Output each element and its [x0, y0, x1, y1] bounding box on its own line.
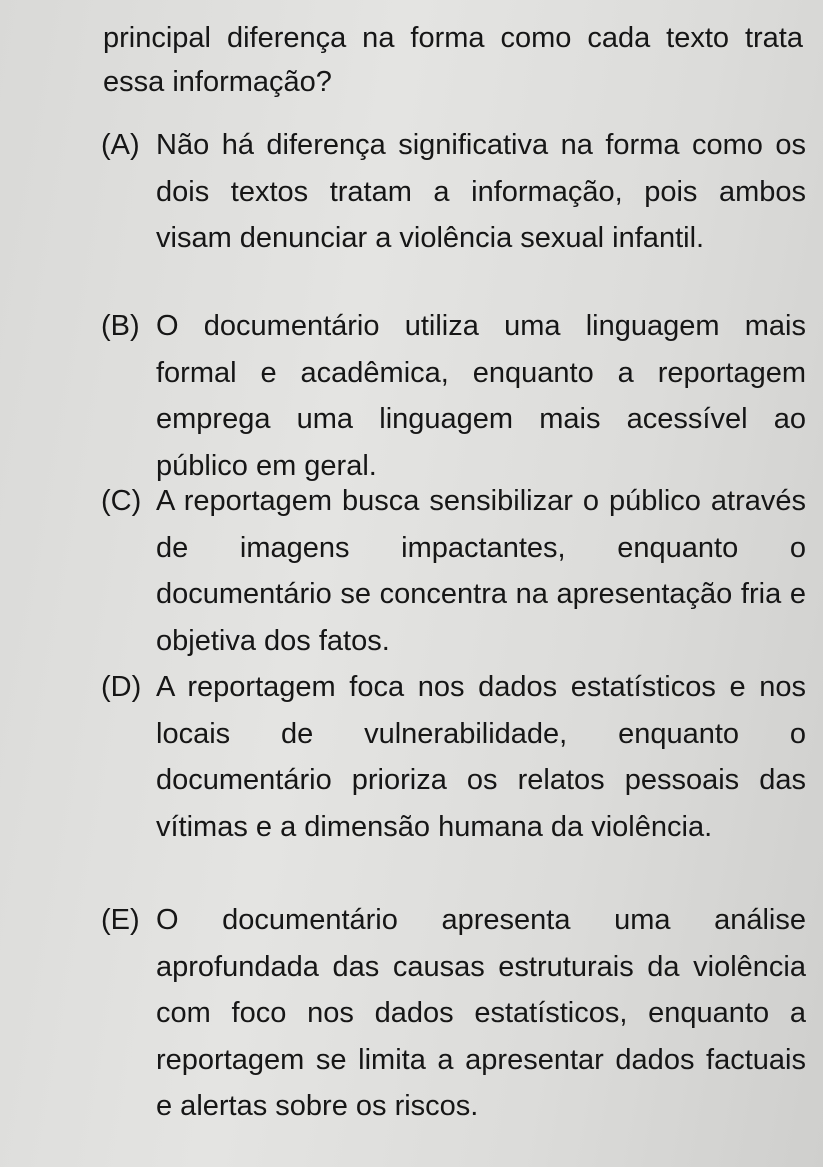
- option-b-letter: (B): [101, 310, 140, 342]
- option-e-text: O documentário apresenta uma análise aprofundada das causas estruturais da violência com foco nos dados estatísticos, enquanto a reportagem se limita a apresentar dados factuais e alertas sobre os riscos.: [156, 904, 806, 1122]
- option-e: [101, 897, 806, 1130]
- option-d: [101, 664, 806, 850]
- option-b: [101, 303, 806, 489]
- option-a-text: Não há diferença significativa na forma como os dois textos tratam a informação, pois ambos visam denunciar a violência sexual infantil.: [156, 129, 806, 254]
- option-c-letter: (C): [101, 485, 142, 517]
- option-a-letter: (A): [101, 129, 140, 161]
- option-b-text: O documentário utiliza uma linguagem mais formal e acadêmica, enquanto a reportagem emprega uma linguagem mais acessível ao público em geral.: [156, 310, 806, 482]
- option-e-letter: (E): [101, 904, 140, 936]
- question-stem: principal diferença na forma como cada texto trata essa informação?: [103, 22, 803, 98]
- option-a: [101, 122, 806, 262]
- option-c: [101, 478, 806, 664]
- option-d-text: A reportagem foca nos dados estatísticos e nos locais de vulnerabilidade, enquanto o documentário prioriza os relatos pessoais das vítimas e a dimensão humana da violência.: [156, 671, 806, 843]
- option-d-letter: (D): [101, 671, 142, 703]
- option-c-text: A reportagem busca sensibilizar o público através de imagens impactantes, enquanto o documentário se concentra na apresentação fria e objetiva dos fatos.: [156, 485, 806, 657]
